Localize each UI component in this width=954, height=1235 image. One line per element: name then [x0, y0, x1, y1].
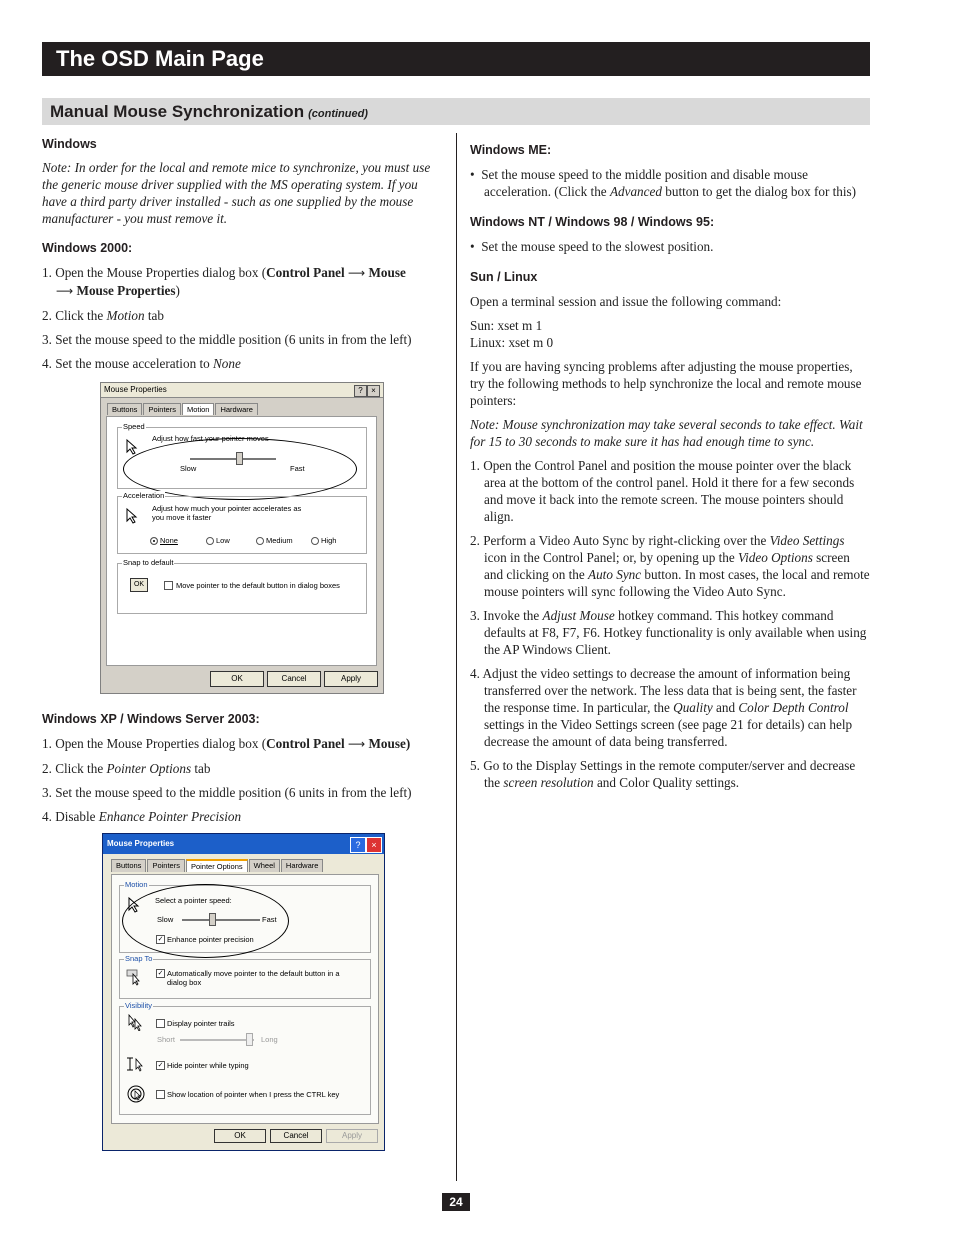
hide-pointer-checkbox[interactable]: ✓: [157, 1062, 164, 1069]
acceleration-label-2: you move it faster: [152, 513, 212, 522]
dialog-title: Mouse Properties: [107, 839, 175, 848]
dialog-titlebar: [101, 383, 383, 398]
me-heading: Windows ME:: [470, 143, 552, 157]
snap-ok-preview: OK: [130, 578, 148, 592]
xp-step-3: 3. Set the mouse speed to the middle position (6 units in from the left): [42, 785, 412, 800]
show-location-label: Show location of pointer when I press the CTRL key: [167, 1090, 340, 1099]
slow-label: Slow: [180, 464, 197, 473]
snap-to-checkbox[interactable]: ✓: [157, 970, 164, 977]
linux-command: Linux: xset m 0: [470, 335, 554, 350]
snap-group-label: Snap to default: [123, 558, 174, 567]
tab-hardware[interactable]: Hardware: [215, 403, 258, 415]
snap-to-label-2: dialog box: [167, 978, 202, 987]
sync-note: Note: Mouse synchronization may take several seconds to take effect. Wait for 15 to 30 seconds to make sure it has had enough time to sync.: [470, 417, 863, 449]
sync-step-5: 5. Go to the Display Settings in the remote computer/server and decrease the screen resolution and Color Quality settings.: [470, 758, 856, 790]
radio-low[interactable]: [206, 537, 214, 545]
arrow-icon: ⟶: [347, 737, 366, 751]
ok-button[interactable]: OK: [214, 1129, 266, 1143]
tab-motion[interactable]: Motion: [182, 403, 215, 415]
visibility-group: [119, 1001, 371, 1115]
tab-buttons[interactable]: Buttons: [107, 403, 142, 415]
slow-label: Slow: [157, 915, 174, 924]
ok-button[interactable]: OK: [210, 671, 264, 687]
snap-to-group: [119, 954, 371, 999]
tab-hardware[interactable]: Hardware: [281, 859, 324, 872]
sun-heading: Sun / Linux: [470, 270, 538, 284]
show-location-icon: [126, 1084, 146, 1104]
visibility-group-label: Visibility: [125, 1001, 152, 1010]
tab-strip: [107, 403, 259, 415]
snap-label: Move pointer to the default button in dialog boxes: [176, 581, 340, 590]
arrow-icon: ⟶: [56, 284, 74, 298]
section-bar: [42, 98, 870, 125]
sun-command: Sun: xset m 1: [470, 318, 543, 333]
tab-pointers[interactable]: Pointers: [147, 859, 185, 872]
mouse-acceleration-icon: [124, 507, 142, 525]
sync-step-4: 4. Adjust the video settings to decrease the amount of information being transferred over the network. The less data that is being sent, the faster the response time. In particular, the Quality and Color Depth Control settings in the Video Settings screen (see page 21 for details) can help decrease the amount of data being transferred.: [470, 666, 857, 749]
pointer-trails-icon: [126, 1013, 144, 1031]
page-banner: [42, 42, 870, 76]
pointer-trails-checkbox[interactable]: [156, 1019, 165, 1028]
speed-label: Select a pointer speed:: [155, 896, 232, 905]
radio-high-label: High: [321, 536, 337, 545]
w2000-step-4: 4. Set the mouse acceleration to None: [42, 356, 241, 371]
w2000-step-2: 2. Click the Motion tab: [42, 308, 164, 323]
hide-pointer-icon: [126, 1055, 144, 1073]
dialog-title: Mouse Properties: [104, 385, 167, 394]
page-number: 24: [442, 1193, 470, 1211]
fast-label: Fast: [262, 915, 277, 924]
arrow-icon: ⟶: [347, 266, 366, 280]
tab-strip: [111, 859, 324, 872]
trails-slider[interactable]: [246, 1033, 253, 1046]
w2000-step-1: 1. Open the Mouse Properties dialog box (Control Panel ⟶ Mouse ⟶ Mouse Properties): [42, 265, 406, 298]
snap-to-label-1: Automatically move pointer to the default button in a: [167, 969, 340, 978]
sun-intro: Open a terminal session and issue the following command:: [470, 294, 782, 309]
acceleration-group-label: Acceleration: [123, 491, 165, 500]
snap-group: [117, 558, 367, 614]
xp-step-1: 1. Open the Mouse Properties dialog box (Control Panel ⟶ Mouse): [42, 736, 411, 751]
motion-group-label: Motion: [125, 880, 148, 889]
radio-none[interactable]: [150, 537, 158, 545]
highlight-oval: [122, 884, 289, 958]
nt-bullet: • Set the mouse speed to the slowest position.: [470, 239, 714, 254]
long-label: Long: [261, 1035, 278, 1044]
page-title: The OSD Main Page: [56, 46, 264, 71]
radio-none-label: None: [160, 536, 178, 545]
winxp-mouse-properties-dialog: [102, 833, 385, 1151]
windows-note: Note: In order for the local and remote mice to synchronize, you must use the generic mouse driver supplied with the MS operating system. If you have a third party driver installed - such as one supplied by the mouse manufacturer - you must remove it.: [42, 160, 431, 226]
pointer-options-panel: [111, 874, 379, 1124]
sync-step-2: 2. Perform a Video Auto Sync by right-clicking over the Video Settings icon in the Control Panel; or, by opening up the Video Options screen and clicking on the Auto Sync button. In most cases, the local and remote mouse pointers will sync following the Video Auto Sync.: [470, 533, 870, 599]
acceleration-group: [117, 491, 367, 554]
radio-high[interactable]: [311, 537, 319, 545]
column-divider: [456, 133, 457, 1181]
win2000-mouse-properties-dialog: [100, 382, 384, 694]
tab-wheel[interactable]: Wheel: [249, 859, 280, 872]
me-bullet: • Set the mouse speed to the middle position and disable mouse acceleration. (Click the Advanced button to get the dialog box for this): [470, 167, 857, 199]
show-location-checkbox[interactable]: [156, 1090, 165, 1099]
sync-step-1: 1. Open the Control Panel and position the mouse pointer over the black area at the bottom of the control panel. Hold it there for a few seconds and move it back into the remote screen. The mouse pointers should align.: [470, 458, 855, 524]
nt-heading: Windows NT / Windows 98 / Windows 95:: [470, 215, 715, 229]
acceleration-label-1: Adjust how much your pointer accelerates as: [152, 504, 302, 513]
snap-checkbox[interactable]: [164, 581, 173, 590]
windows-heading: Windows: [42, 137, 97, 151]
fast-label: Fast: [290, 464, 305, 473]
close-icon[interactable]: ×: [367, 385, 380, 397]
cancel-button[interactable]: Cancel: [267, 671, 321, 687]
apply-button[interactable]: Apply: [326, 1129, 378, 1143]
w2000-heading: Windows 2000:: [42, 241, 133, 255]
speed-label: Adjust how fast your pointer moves: [152, 434, 269, 443]
snap-to-group-label: Snap To: [125, 954, 153, 963]
hide-pointer-label: Hide pointer while typing: [167, 1061, 249, 1070]
snap-to-icon: [126, 968, 144, 986]
xp-step-4: 4. Disable Enhance Pointer Precision: [42, 809, 242, 824]
dialog-titlebar: [103, 834, 384, 854]
left-column-lower: [42, 708, 440, 825]
radio-medium[interactable]: [256, 537, 264, 545]
section-continued: (continued): [308, 108, 368, 120]
radio-medium-label: Medium: [266, 536, 293, 545]
help-icon[interactable]: ?: [350, 837, 366, 853]
enhance-precision-checkbox[interactable]: ✓: [157, 936, 164, 943]
left-column: [42, 130, 440, 372]
close-icon[interactable]: ×: [366, 837, 382, 853]
motion-panel: [106, 416, 377, 666]
sync-step-3: 3. Invoke the Adjust Mouse hotkey command. This hotkey command defaults at F8, F7, F6. Hotkey functionality is only available when using the AP Windows Client.: [470, 608, 867, 657]
tab-pointers[interactable]: Pointers: [143, 403, 181, 415]
enhance-precision-label: Enhance pointer precision: [167, 935, 254, 944]
apply-button[interactable]: Apply: [324, 671, 378, 687]
pointer-trails-label: Display pointer trails: [167, 1019, 235, 1028]
tab-buttons[interactable]: Buttons: [111, 859, 146, 872]
right-column: [470, 130, 870, 791]
trails-track: [180, 1039, 254, 1041]
tab-pointer-options[interactable]: Pointer Options: [186, 859, 248, 872]
xp-step-2: 2. Click the Pointer Options tab: [42, 761, 211, 776]
w2000-step-3: 3. Set the mouse speed to the middle position (6 units in from the left): [42, 332, 412, 347]
cancel-button[interactable]: Cancel: [270, 1129, 322, 1143]
sync-paragraph: If you are having syncing problems after adjusting the mouse properties, try the following methods to help synchronize the local and remote mouse pointers:: [470, 359, 862, 408]
short-label: Short: [157, 1035, 175, 1044]
section-title: Manual Mouse Synchronization: [50, 102, 305, 121]
speed-group-label: Speed: [123, 422, 145, 431]
xp-heading: Windows XP / Windows Server 2003:: [42, 712, 260, 726]
radio-low-label: Low: [216, 536, 230, 545]
help-icon[interactable]: ?: [354, 385, 367, 397]
